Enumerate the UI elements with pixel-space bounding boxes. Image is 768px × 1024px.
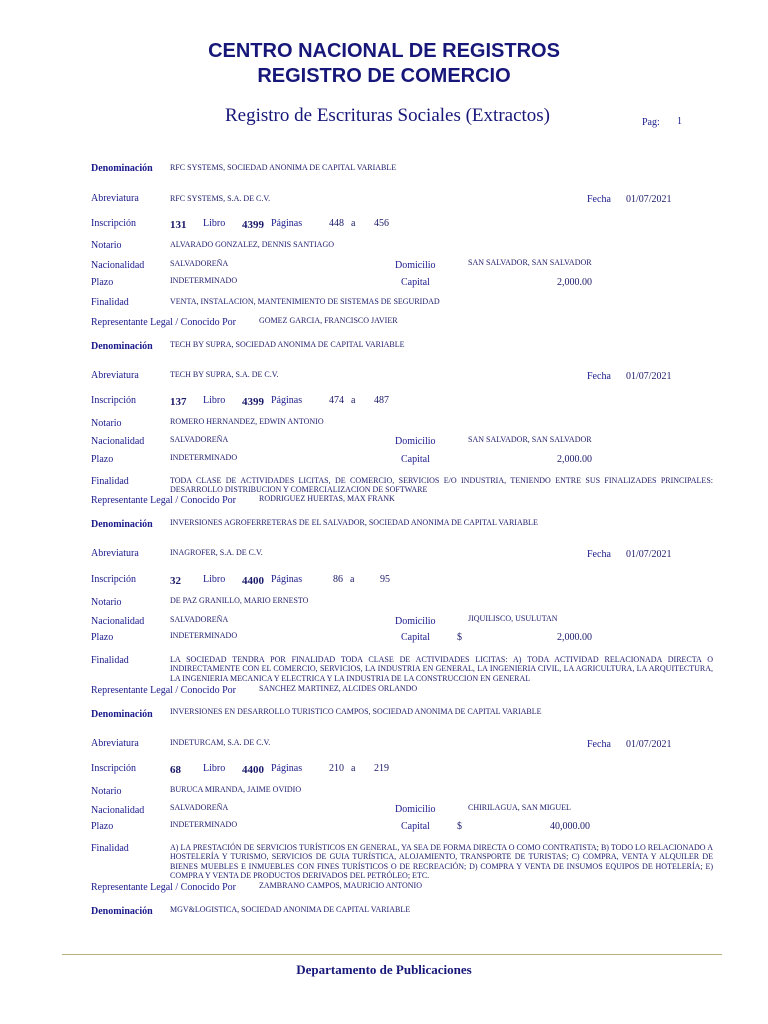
inscripcion-value: 131 — [170, 219, 187, 231]
plazo-label: Plazo — [91, 277, 114, 288]
inscripcion-label: Inscripción — [91, 763, 136, 774]
denominacion-label: Denominación — [91, 341, 153, 352]
notario-label: Notario — [91, 240, 122, 251]
capital-label: Capital — [401, 454, 430, 465]
abreviatura-label: Abreviatura — [91, 548, 139, 559]
plazo-label: Plazo — [91, 821, 114, 832]
nacionalidad-value: SALVADOREÑA — [170, 803, 229, 812]
libro-value: 4399 — [242, 396, 264, 408]
pagina-hasta: 95 — [380, 574, 390, 585]
paginas-label: Páginas — [271, 574, 303, 585]
page-subtitle: Registro de Escrituras Sociales (Extractos) — [225, 105, 551, 126]
notario-value: ALVARADO GONZALEZ, DENNIS SANTIAGO — [170, 240, 334, 249]
domicilio-value: CHIRILAGUA, SAN MIGUEL — [468, 803, 571, 812]
abreviatura-value: INAGROFER, S.A. DE C.V. — [170, 548, 263, 557]
pagina-hasta: 219 — [374, 763, 389, 774]
header-title-line2: REGISTRO DE COMERCIO — [257, 65, 511, 87]
domicilio-value: SAN SALVADOR, SAN SALVADOR — [468, 258, 592, 267]
libro-value: 4399 — [242, 219, 264, 231]
finalidad-label: Finalidad — [91, 843, 129, 854]
nacionalidad-label: Nacionalidad — [91, 436, 145, 447]
a-label: a — [351, 395, 356, 406]
finalidad-label: Finalidad — [91, 476, 129, 487]
denominacion-value: INVERSIONES EN DESARROLLO TURISTICO CAMPOS, SOCIEDAD ANONIMA DE CAPITAL VARIABLE — [170, 707, 542, 716]
pagina-desde: 474 — [329, 395, 344, 406]
notario-label: Notario — [91, 597, 122, 608]
inscripcion-label: Inscripción — [91, 574, 136, 585]
finalidad-value: A) LA PRESTACIÓN DE SERVICIOS TURÍSTICOS EN GENERAL, YA SEA DE FORMA DIRECTA O COMO CONTRATISTA; B) TODO LO RELACIONADO A HOSTELERÍA Y TURISMO, SERVICIOS DE GUIA TURÍSTICA, ALOJAMIENTO, TRANSPORTE DE TURISTAS; C) COMPRA, VENTA Y ALQUILER DE BIENES MUEBLES E INMUEBLES CON FINES TURÍSTICOS O DE RECREACIÓN; D) COMPRA Y VENTA DE INSUMOS EQUIPOS DE HOTELERÍA; E) COMPRA Y VENTA DE PRODUCTOS DERIVADOS DEL PETRÓLEO; ETC. — [170, 843, 713, 881]
inscripcion-value: 32 — [170, 575, 181, 587]
notario-value: BURUCA MIRANDA, JAIME OVIDIO — [170, 785, 302, 794]
fecha-value: 01/07/2021 — [626, 549, 672, 560]
notario-value: ROMERO HERNANDEZ, EDWIN ANTONIO — [170, 417, 324, 426]
finalidad-label: Finalidad — [91, 297, 129, 308]
denominacion-value: TECH BY SUPRA, SOCIEDAD ANONIMA DE CAPITAL VARIABLE — [170, 340, 405, 349]
plazo-value: INDETERMINADO — [170, 453, 238, 462]
denominacion-value: INVERSIONES AGROFERRETERAS DE EL SALVADOR, SOCIEDAD ANONIMA DE CAPITAL VARIABLE — [170, 518, 538, 527]
fecha-value: 01/07/2021 — [626, 194, 672, 205]
inscripcion-value: 137 — [170, 396, 187, 408]
domicilio-label: Domicilio — [395, 436, 436, 447]
nacionalidad-label: Nacionalidad — [91, 260, 145, 271]
fecha-label: Fecha — [587, 371, 611, 382]
fecha-value: 01/07/2021 — [626, 739, 672, 750]
denominacion-label: Denominación — [91, 519, 153, 530]
representante-value: ZAMBRANO CAMPOS, MAURICIO ANTONIO — [259, 881, 422, 890]
pagina-desde: 448 — [329, 218, 344, 229]
finalidad-value: VENTA, INSTALACION, MANTENIMIENTO DE SISTEMAS DE SEGURIDAD — [170, 297, 440, 306]
page-number: 1 — [677, 116, 682, 127]
inscripcion-label: Inscripción — [91, 218, 136, 229]
libro-label: Libro — [203, 574, 226, 585]
capital-value: 40,000.00 — [550, 821, 590, 832]
nacionalidad-value: SALVADOREÑA — [170, 259, 229, 268]
nacionalidad-label: Nacionalidad — [91, 616, 145, 627]
denominacion-label: Denominación — [91, 163, 153, 174]
libro-value: 4400 — [242, 764, 264, 776]
plazo-label: Plazo — [91, 454, 114, 465]
abreviatura-value: RFC SYSTEMS, S.A. DE C.V. — [170, 194, 271, 203]
plazo-value: INDETERMINADO — [170, 276, 238, 285]
a-label: a — [351, 763, 356, 774]
notario-label: Notario — [91, 418, 122, 429]
denominacion-value: MGV&LOGISTICA, SOCIEDAD ANONIMA DE CAPITAL VARIABLE — [170, 905, 411, 914]
domicilio-value: JIQUILISCO, USULUTAN — [468, 614, 558, 623]
denominacion-value: RFC SYSTEMS, SOCIEDAD ANONIMA DE CAPITAL VARIABLE — [170, 163, 397, 172]
fecha-label: Fecha — [587, 549, 611, 560]
representante-label: Representante Legal / Conocido Por — [91, 685, 236, 696]
libro-value: 4400 — [242, 575, 264, 587]
representante-label: Representante Legal / Conocido Por — [91, 882, 236, 893]
abreviatura-label: Abreviatura — [91, 370, 139, 381]
plazo-value: INDETERMINADO — [170, 820, 238, 829]
finalidad-label: Finalidad — [91, 655, 129, 666]
header-title-line1: CENTRO NACIONAL DE REGISTROS — [208, 40, 560, 62]
currency-symbol: $ — [457, 821, 462, 832]
abreviatura-value: TECH BY SUPRA, S.A. DE C.V. — [170, 370, 279, 379]
pagina-desde: 86 — [333, 574, 343, 585]
paginas-label: Páginas — [271, 763, 303, 774]
nacionalidad-label: Nacionalidad — [91, 805, 145, 816]
libro-label: Libro — [203, 218, 226, 229]
fecha-label: Fecha — [587, 194, 611, 205]
nacionalidad-value: SALVADOREÑA — [170, 615, 229, 624]
pagina-hasta: 456 — [374, 218, 389, 229]
fecha-label: Fecha — [587, 739, 611, 750]
domicilio-label: Domicilio — [395, 804, 436, 815]
domicilio-value: SAN SALVADOR, SAN SALVADOR — [468, 435, 592, 444]
pagina-hasta: 487 — [374, 395, 389, 406]
inscripcion-label: Inscripción — [91, 395, 136, 406]
nacionalidad-value: SALVADOREÑA — [170, 435, 229, 444]
currency-symbol: $ — [457, 632, 462, 643]
domicilio-label: Domicilio — [395, 260, 436, 271]
footer-text: Departamento de Publicaciones — [296, 962, 472, 977]
fecha-value: 01/07/2021 — [626, 371, 672, 382]
paginas-label: Páginas — [271, 218, 303, 229]
a-label: a — [350, 574, 355, 585]
abreviatura-value: INDETURCAM, S.A. DE C.V. — [170, 738, 271, 747]
notario-label: Notario — [91, 786, 122, 797]
plazo-value: INDETERMINADO — [170, 631, 238, 640]
finalidad-value: LA SOCIEDAD TENDRA POR FINALIDAD TODA CLASE DE ACTIVIDADES LICITAS: A) TODA ACTIVIDAD RELACIONADA DIRECTA O INDIRECTAMENTE CON EL COMERCIO, SERVICIOS, LA INDUSTRIA EN GENERAL, LA INGENIERIA CIVIL, LA AGRICULTURA, LA ARQUITECTURA, LA INGENIERIA MECANICA Y ELECTRICA Y LA INDUSTRIA DE LA CONSTRUCCION EN GENERAL — [170, 655, 713, 683]
domicilio-label: Domicilio — [395, 616, 436, 627]
a-label: a — [351, 218, 356, 229]
abreviatura-label: Abreviatura — [91, 738, 139, 749]
representante-label: Representante Legal / Conocido Por — [91, 317, 236, 328]
representante-value: GOMEZ GARCIA, FRANCISCO JAVIER — [259, 316, 398, 325]
inscripcion-value: 68 — [170, 764, 181, 776]
finalidad-value: TODA CLASE DE ACTIVIDADES LICITAS, DE COMERCIO, SERVICIOS E/O INDUSTRIA, TENIENDO ENTRE SUS FINALIZADES PRINCIPALES: DESARROLLO DISTRIBUCION Y COMERCIALIZACION DE SOFTWARE — [170, 476, 713, 495]
representante-label: Representante Legal / Conocido Por — [91, 495, 236, 506]
capital-value: 2,000.00 — [557, 632, 592, 643]
capital-value: 2,000.00 — [557, 277, 592, 288]
pagina-desde: 210 — [329, 763, 344, 774]
footer-divider — [62, 954, 722, 955]
page-label: Pag: — [642, 117, 660, 128]
capital-label: Capital — [401, 277, 430, 288]
denominacion-label: Denominación — [91, 906, 153, 917]
libro-label: Libro — [203, 763, 226, 774]
denominacion-label: Denominación — [91, 709, 153, 720]
capital-value: 2,000.00 — [557, 454, 592, 465]
notario-value: DE PAZ GRANILLO, MARIO ERNESTO — [170, 596, 309, 605]
capital-label: Capital — [401, 632, 430, 643]
capital-label: Capital — [401, 821, 430, 832]
abreviatura-label: Abreviatura — [91, 193, 139, 204]
representante-value: RODRIGUEZ HUERTAS, MAX FRANK — [259, 494, 395, 503]
libro-label: Libro — [203, 395, 226, 406]
representante-value: SANCHEZ MARTINEZ, ALCIDES ORLANDO — [259, 684, 418, 693]
paginas-label: Páginas — [271, 395, 303, 406]
plazo-label: Plazo — [91, 632, 114, 643]
